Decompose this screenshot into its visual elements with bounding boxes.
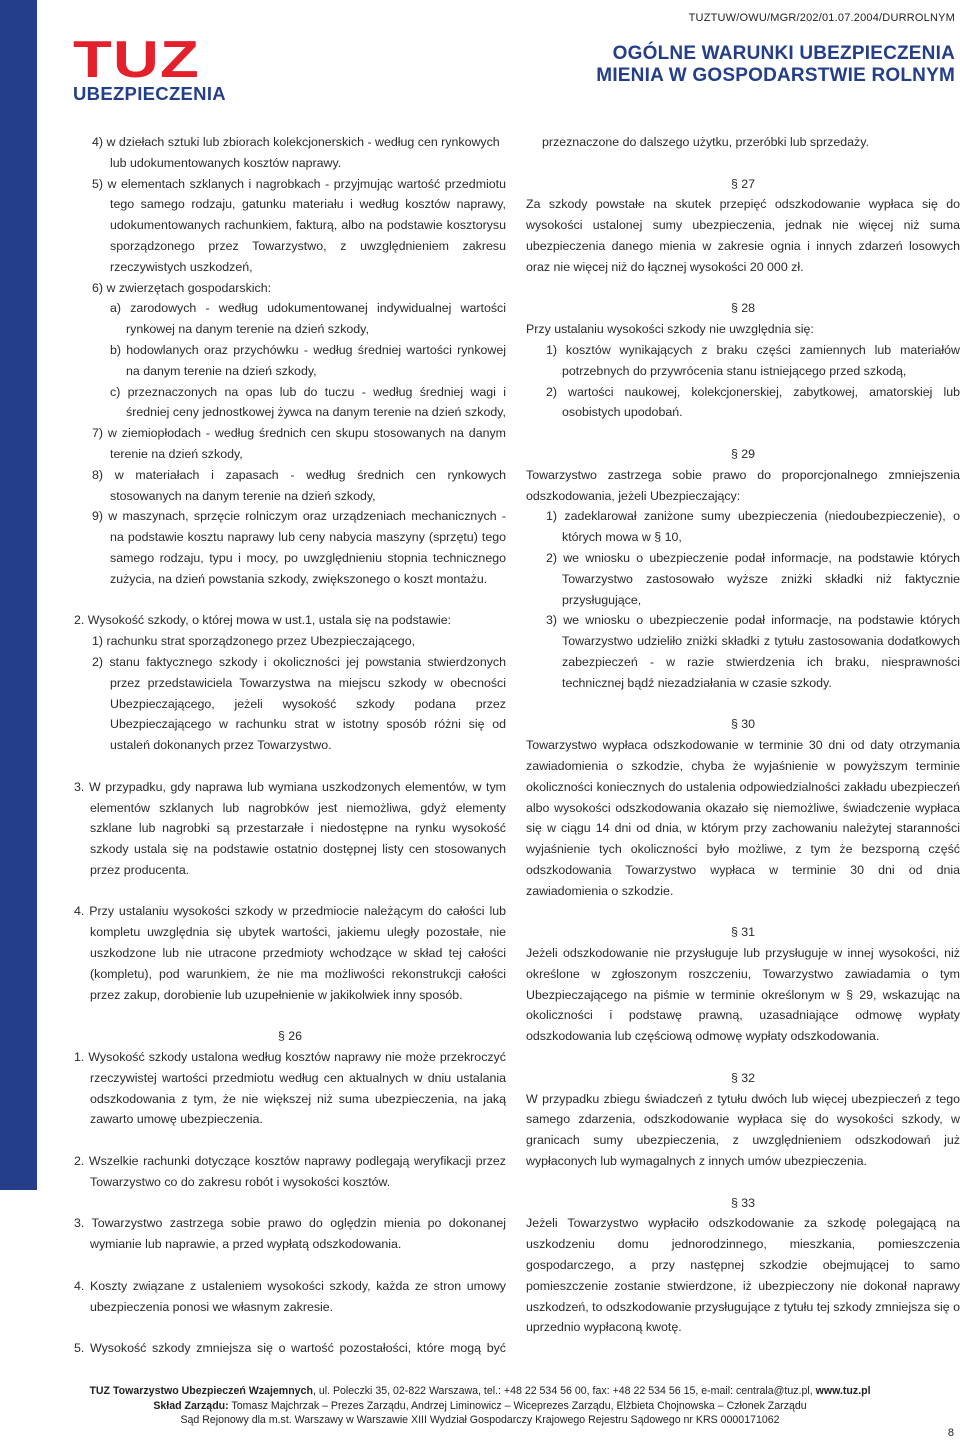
footer-court: Sąd Rejonowy dla m.st. Warszawy w Warszawie XIII Wydział Gospodarczy Krajowego Rejestru Sądowego nr KRS 0000171062 xyxy=(180,1414,780,1426)
item-7: 7) w ziemiopłodach - według średnich cen skupu stosowanych na danym terenie na dzień szkody, xyxy=(92,426,506,461)
tuz-logo xyxy=(73,31,233,106)
footer-board-label: Skład Zarządu: xyxy=(153,1399,229,1412)
section-30-text: Towarzystwo wypłaca odszkodowanie w terminie 30 dni od daty otrzymania zawiadomienia o szkodzie, chyba że wyjaśnienie w powyższym terminie okoliczności koniecznych do ustalenia odpowiedzialności zakładu ubezpieczeń albo wysokości odszkodowania okazało się niemożliwe, świadczenie wypłaca się w ciągu 14 dni od dnia, w którym przy zachowaniu należytej staranności wyjaśnienie tych okoliczności było możliwe, z tym że bezsporną część odszkodowania Towarzystwo wypłaca w terminie 30 dni od dnia zawiadomienia o szkodzie. xyxy=(526,738,960,898)
item-4-line-1: 4) w dziełach sztuki lub zbiorach kolekcjonerskich - według cen rynkowych xyxy=(92,135,500,149)
section-26-point-2: 2. Wszelkie rachunki dotyczące kosztów naprawy podlegają weryfikacji przez Towarzystwo co do zakresu robót i wysokości kosztów. xyxy=(74,1154,506,1189)
left-column xyxy=(74,132,506,1359)
footer-address: , ul. Poleczki 35, 02-822 Warszawa, tel.: +48 22 534 56 00, fax: +48 22 534 56 15, e-mail: centrala@tuz.pl, xyxy=(312,1385,816,1397)
section-33-heading: § 33 xyxy=(730,1195,756,1210)
item-6c: c) przeznaczonych na opas lub do tuczu - według średniej wagi i średniej ceny jednostkowej żywca na danym terenie na dzień szkody, xyxy=(110,384,506,420)
footer-board-line xyxy=(0,1399,960,1414)
section-29-item-3: 3) we wniosku o ubezpieczenie podał informacje, na podstawie których Towarzystwo udzieliło zniżki składki z tytułu zastosowania dodatkowych zabezpieczeń - w razie stwierdzenia ich braku, niesprawności technicznej bądź niezadziałania w czasie szkody. xyxy=(546,613,960,690)
section-27-heading: § 27 xyxy=(730,176,756,191)
section-26-point-4: 4. Koszty związane z ustaleniem wysokości szkody, każda ze stron umowy ubezpieczenia ponosi we własnym zakresie. xyxy=(74,1278,506,1314)
section-26-heading: § 26 xyxy=(277,1029,303,1044)
paragraph-2: 2. Wysokość szkody, o której mowa w ust.1, ustala się na podstawie: xyxy=(74,613,452,628)
footer-address-line xyxy=(0,1384,960,1399)
item-5: 5) w elementach szklanych i nagrobkach - przyjmując wartość przedmiotu tego samego rodzaju, gatunku materiału i według kosztów naprawy, udokumentowanych rachunkiem, fakturą, albo na podstawie kosztorysu sporządzonego przez Towarzystwo, z uwzględnieniem zakresu rzeczywistych uszkodzeń, xyxy=(92,176,506,274)
logo-subtitle: UBEZPIECZENIA xyxy=(73,83,226,104)
item-6: 6) w zwierzętach gospodarskich: xyxy=(92,280,272,295)
right-column xyxy=(526,132,960,1338)
footer-board: Tomasz Majchrzak – Prezes Zarządu, Andrzej Liminowicz – Wiceprezes Zarządu, Elżbieta Chojnowska – Członek Zarządu xyxy=(228,1399,807,1412)
footer-website-link[interactable]: www.tuz.pl xyxy=(815,1385,871,1397)
side-accent-bar xyxy=(0,0,37,1190)
document-title xyxy=(596,43,955,87)
paragraph-3: 3. W przypadku, gdy naprawa lub wymiana uszkodzonych elementów, w tym elementów szklanych lub nagrobków jest niemożliwa, gdyż elementy szklane lub nagrobki są przestarzałe i niedostępne na rynku wysokość szkody ustala się na podstawie ostatnio dostępnej listy cen stosowanych przez producenta. xyxy=(74,779,506,877)
section-26-point-5: 5. Wysokość szkody zmniejsza się o wartość pozostałości, które mogą być xyxy=(74,1341,506,1356)
item-8: 8) w materiałach i zapasach - według średnich cen rynkowych stosowanych na danym terenie na dzień szkody, xyxy=(92,467,506,503)
section-29-heading: § 29 xyxy=(730,446,756,461)
document-header xyxy=(596,11,955,87)
paragraph-2-item-1: 1) rachunku strat sporządzonego przez Ubezpieczającego, xyxy=(92,634,416,649)
continuation-text: przeznaczone do dalszego użytku, przeróbki lub sprzedaży. xyxy=(542,135,869,149)
section-31-heading: § 31 xyxy=(730,925,756,940)
logo-wordmark: TUZ xyxy=(73,31,200,89)
item-6b: b) hodowlanych oraz przychówku - według średniej wartości rynkowej na danym terenie na dzień szkody, xyxy=(110,342,506,378)
section-26-point-3: 3. Towarzystwo zastrzega sobie prawo do oględzin mienia po dokonanej wymianie lub naprawie, a przed wypłatą odszkodowania. xyxy=(74,1216,506,1252)
footer-company: TUZ Towarzystwo Ubezpieczeń Wzajemnych xyxy=(89,1385,313,1397)
section-29-text: Towarzystwo zastrzega sobie prawo do proporcjonalnego zmniejszenia odszkodowania, jeżeli Ubezpieczający: xyxy=(526,467,960,503)
section-28-heading: § 28 xyxy=(730,301,756,316)
item-4-line-2: lub udokumentowanych kosztów naprawy. xyxy=(110,155,342,170)
section-29-item-1: 1) zadeklarował zaniżone sumy ubezpieczenia (niedoubezpieczenie), o których mowa w § 10, xyxy=(546,509,960,545)
section-28-text: Przy ustalaniu wysokości szkody nie uwzględnia się: xyxy=(526,322,814,337)
section-32-heading: § 32 xyxy=(730,1070,756,1085)
page-footer xyxy=(0,1384,960,1428)
section-32-text: W przypadku zbiegu świadczeń z tytułu dwóch lub więcej ubezpieczeń z tego samego zdarzenia, odszkodowanie wypłaca się do wysokości szkody, w granicach sumy ubezpieczenia, z uwzględnieniem odszkodowań już wypłaconych lub wymagalnych z innych umów ubezpieczenia. xyxy=(526,1091,960,1169)
paragraph-2-item-2: 2) stanu faktycznego szkody i okoliczności jej powstania stwierdzonych przez przedstawiciela Towarzystwa na miejscu szkody w obecności Ubezpieczającego, jeżeli wysokość szkody podana przez Ubezpieczającego w rachunku strat w istotny sposób różni się od ustaleń dokonanych przez Towarzystwo. xyxy=(92,654,506,753)
section-31-text: Jeżeli odszkodowanie nie przysługuje lub przysługuje w innej wysokości, niż określone w zgłoszonym roszczeniu, Towarzystwo zawiadamia o tym Ubezpieczającego na piśmie w terminie określonym w § 29, wskazując na okoliczności i podstawę prawną, uzasadniające odmowę wypłaty odszkodowania lub częściową odmowę wypłaty odszkodowania. xyxy=(526,946,960,1044)
section-33-text: Jeżeli Towarzystwo wypłaciło odszkodowanie za szkodę polegającą na uszkodzeniu domu jednorodzinnego, mieszkania, pomieszczenia gospodarczego, a przy następnej szkodzie obejmującej to samo pomieszczenie zostanie stwierdzone, iż ubezpieczony nie dokonał naprawy uszkodzeń, to odszkodowanie przysługujące z tytułu tej szkody zmniejsza się o uprzednio wypłaconą kwotę. xyxy=(526,1216,960,1335)
section-28-item-1: 1) kosztów wynikających z braku części zamiennych lub materiałów potrzebnych do przywrócenia stanu istniejącego przed szkodą, xyxy=(546,342,960,378)
title-line-2: MIENIA W GOSPODARSTWIE ROLNYM xyxy=(596,65,955,86)
section-28-item-2: 2) wartości naukowej, kolekcjonerskiej, zabytkowej, amatorskiej lub osobistych upodobań. xyxy=(546,384,960,420)
section-27-text: Za szkody powstałe na skutek przepięć odszkodowanie wypłaca się do wysokości ustalonej sumy ubezpieczenia, jednak nie więcej niż suma ubezpieczenia danego mienia w zakresie ognia i innych zdarzeń losowych oraz nie więcej niż do łącznej wysokości 20 000 zł. xyxy=(526,197,960,274)
document-code: TUZTUW/OWU/MGR/202/01.07.2004/DURROLNYM xyxy=(688,12,955,24)
page-number: 8 xyxy=(947,1427,954,1439)
item-9: 9) w maszynach, sprzęcie rolniczym oraz urządzeniach mechanicznych - na podstawie kosztu naprawy lub ceny nabycia maszyny (sprzętu) tego samego rodzaju, typu i mocy, po uwzględnieniu stopnia technicznego zużycia, na dzień powstania szkody, zwiększonego o koszt montażu. xyxy=(92,509,506,586)
section-29-item-2: 2) we wniosku o ubezpieczenie podał informacje, na podstawie których Towarzystwo zastosowało wyższe zniżki składki niż faktycznie przysługujące, xyxy=(546,550,960,607)
section-30-heading: § 30 xyxy=(730,717,756,732)
paragraph-4: 4. Przy ustalaniu wysokości szkody w przedmiocie należącym do całości lub kompletu uwzględnia się ubytek wartości, jakiemu uległy pozostałe, nie uszkodzone lub nie utracone przedmioty wchodzące w skład tej całości (kompletu), pod warunkiem, że nie ma możliwości rekonstrukcji całości przez zakup, dorobienie lub uzupełnienie w jakikolwiek inny sposób. xyxy=(74,904,506,1002)
item-6a: a) zarodowych - według udokumentowanej indywidualnej wartości rynkowej na danym terenie na dzień szkody, xyxy=(110,301,506,337)
title-line-1: OGÓLNE WARUNKI UBEZPIECZENIA xyxy=(612,43,955,64)
section-26-point-1: 1. Wysokość szkody ustalona według kosztów naprawy nie może przekroczyć rzeczywistej wartości przedmiotu według cen aktualnych w dniu ustalania odszkodowania z tym, że nie większej niż suma ubezpieczenia, na jaką zawarto umowę ubezpieczenia. xyxy=(74,1050,506,1127)
